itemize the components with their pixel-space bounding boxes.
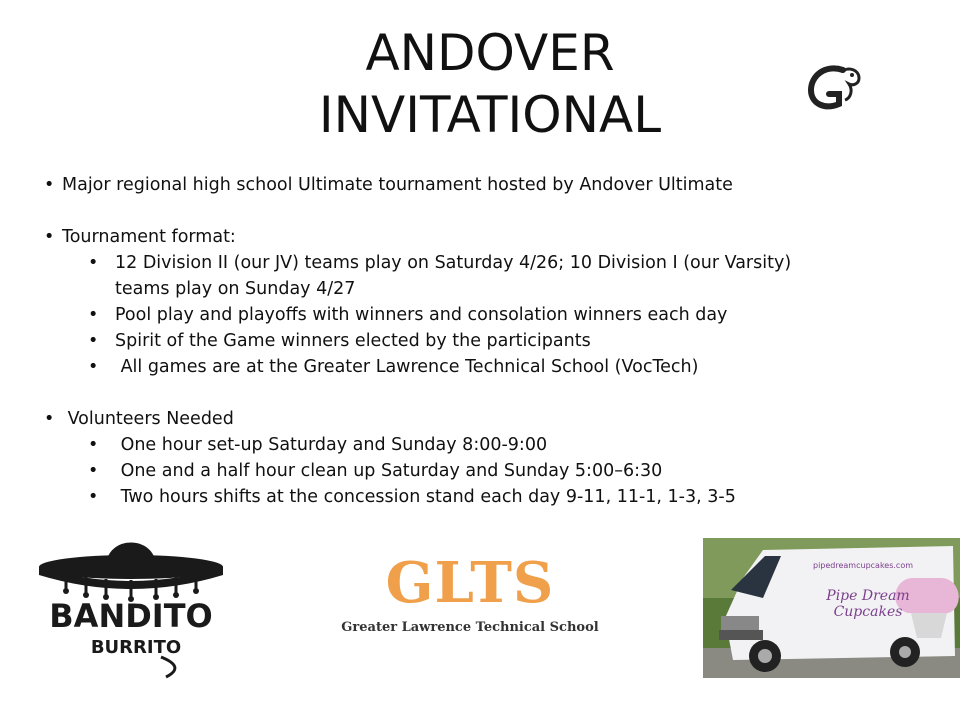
title-line-2: INVITATIONAL — [318, 86, 662, 144]
sub-bullet: • One and a half hour clean up Saturday and Sunday 5:00–6:30 — [40, 458, 920, 484]
sub-bullet: • All games are at the Greater Lawrence Technical School (VocTech) — [40, 354, 920, 380]
van-brand-line-1: Pipe Dream — [826, 588, 910, 604]
bandito-burrito-logo — [36, 527, 226, 682]
title-line-1: ANDOVER — [365, 24, 615, 82]
burrito-logo-text: BURRITO — [90, 637, 182, 658]
bullet-volunteers: • Volunteers Needed — [40, 406, 920, 432]
van-brand-line-2: Cupcakes — [833, 604, 903, 620]
sub-bullet: • Two hours shifts at the concession stand each day 9-11, 11-1, 1-3, 3-5 — [40, 484, 920, 510]
bullet-tournament: • Major regional high school Ultimate tournament hosted by Andover Ultimate — [40, 172, 920, 198]
bandito-logo-text: BANDITO — [49, 597, 213, 635]
slide-title — [250, 22, 730, 146]
glts-title: GLTS — [385, 550, 555, 616]
bullet-list — [40, 172, 920, 510]
sub-bullet: • 12 Division II (our JV) teams play on Saturday 4/26; 10 Division I (our Varsity) teams play on Sunday 4/27 — [40, 250, 920, 302]
sub-bullet: • Pool play and playoffs with winners and consolation winners each day — [40, 302, 920, 328]
glts-subtitle: Greater Lawrence Technical School — [341, 620, 599, 635]
g-squirrel-logo-icon — [805, 62, 865, 114]
van-url-text: pipedreamcupcakes.com — [812, 561, 914, 570]
sub-bullet: • Spirit of the Game winners elected by the participants — [40, 328, 920, 354]
bullet-format: • Tournament format: — [40, 224, 920, 250]
sub-bullet: • One hour set-up Saturday and Sunday 8:00-9:00 — [40, 432, 920, 458]
cupcake-van-photo — [703, 538, 960, 678]
glts-logo — [320, 548, 620, 635]
